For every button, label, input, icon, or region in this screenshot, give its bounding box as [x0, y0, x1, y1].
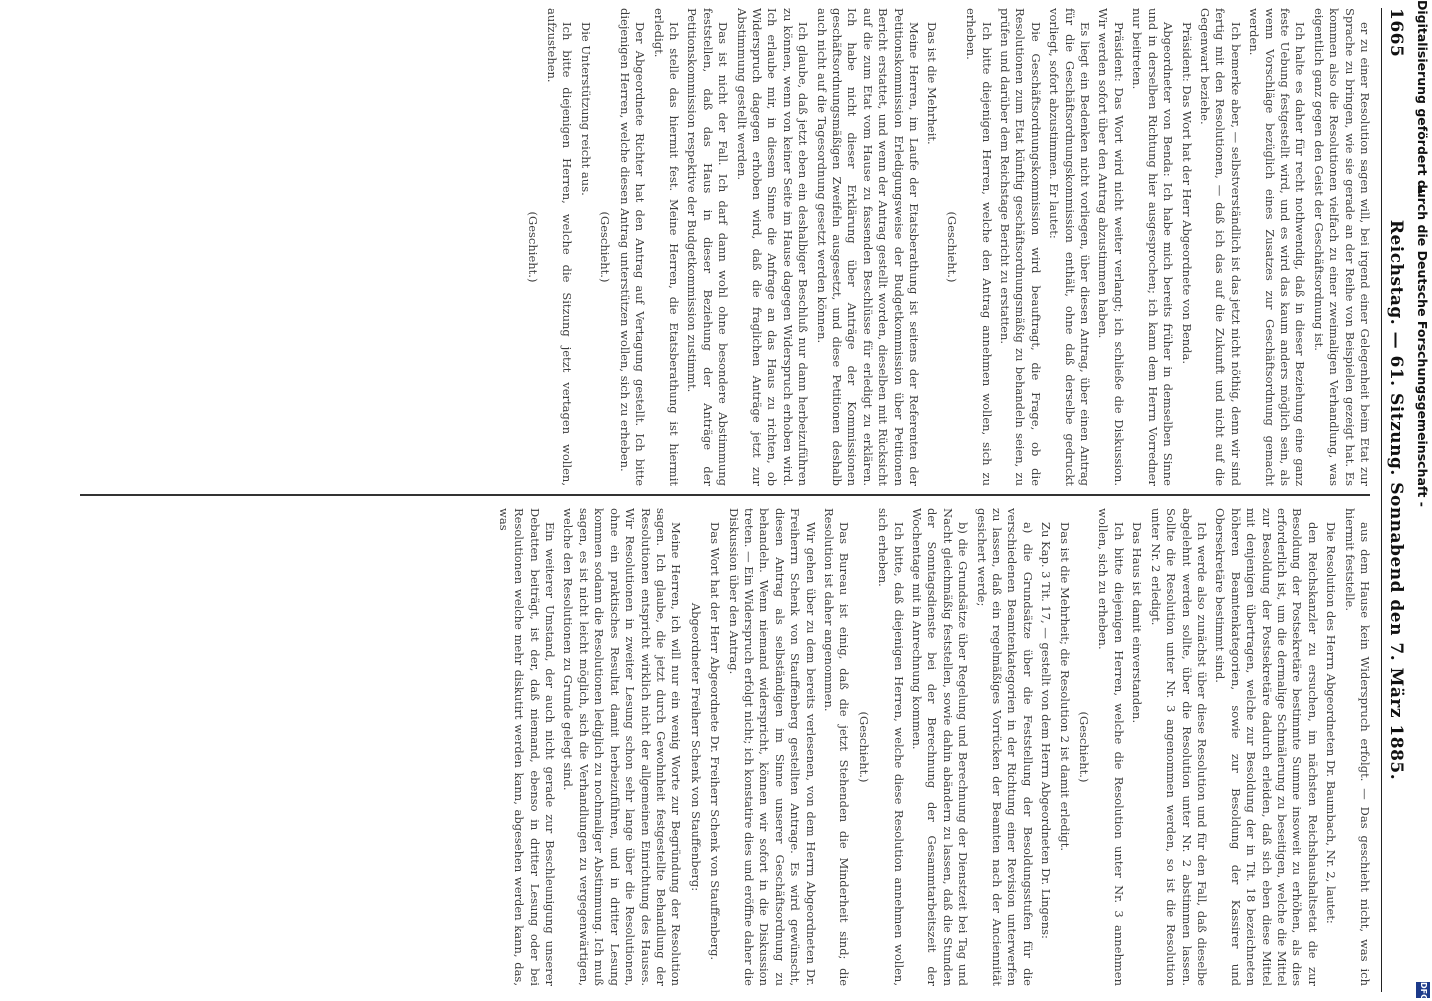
page-header	[1381, 8, 1408, 992]
resolution-item-b: b) die Grundsätze über Regelung und Berechnung der Dienstzeit bei Tag und Nacht gleichmäßig feststellen, sowie dahin abändern zu lassen, daß die Stunden der Sonntagsdienste bei der Berechnung der Gesammtarbeitszeit der Wochentage mit in Anrechnung kommen.	[910, 508, 971, 986]
paragraph: Die Resolution des Herrn Abgeordneten Dr. Baumbach, Nr. 2, lautet:	[1324, 522, 1339, 924]
paragraph: Das ist nicht der Fall. Ich darf dann wohl ohne besondere Abstimmung feststellen, daß das Haus in dieser Beziehung der Anträge der Petitionskommission respektive der Budgetkommission zustimmt.	[685, 8, 731, 486]
paragraph: Ich werde also zunächst über diese Resolution und für den Fall, daß dieselbe abgelehnt werden sollte, über die Resolution unter Nr. 2 abstimmen lassen. Sollte die Resolution unter Nr. 3 angenommen werden, so ist die Resolution unter Nr. 2 erledigt.	[1148, 508, 1209, 986]
paragraph: Ich bitte diejenigen Herren, welche die Sitzung jetzt vertagen wollen, aufzustehen.	[545, 8, 575, 486]
paragraph: Das Haus ist damit einverstanden.	[1130, 522, 1145, 724]
paragraph: Ich stelle das hiermit fest. Meine Herren, die Etatsberathung ist hiermit erledigt.	[651, 8, 681, 486]
paragraph: Ich bitte diejenigen Herren, welche den Antrag annehmen wollen, sich zu erheben.	[964, 8, 994, 486]
left-column	[62, 8, 1372, 486]
stage-direction: (Geschieht.)	[525, 211, 540, 283]
paragraph: Meine Herren, im Laufe der Etatsberathung ist seitens der Referenten der Petitionskommission Erledigungsweise der Budgetkommission über Petitionen Bericht erstattet, und wenn der Antrag gestellt worden, dieselben mit Rücksicht auf die zum Etat vom Hause zu fassenden Beschlüsse für erledigt zu erklären. Ich habe nicht dieser Erklärung über Anträge der Kommissionen geschäftsordnungsmäßigen Zweifeln ausgesetzt, und diese Petitionen deshalb auch nicht auf die Tagesordnung gesetzt werden können.	[814, 8, 922, 486]
resolution-item-a: a) die Grundsätze über die Feststellung der Besoldungsstufen für die verschiedenen Beamtenkategorien in der Richtung einer Revision unterwerfen zu lassen, daß ein regelmäßiges Vorrücken der Beamten nach der Anciennität gesichert werde;	[974, 508, 1035, 986]
paragraph: Präsident: Das Wort wird nicht weiter verlangt; ich schließe die Diskussion. Wir werden sofort über den Antrag abzustimmen haben.	[1096, 8, 1126, 486]
paragraph: Ein weiterer Umstand, der auch nicht gerade zur Beschleunigung unserer Debatten beiträgt, ist der, daß niemand, ebenso in dritter Lesung oder bei Resolutionen welche mehr diskutirt werden kann, abgesehen werden kann, das, was	[496, 508, 558, 986]
page-title: Reichstag. — 61. Sitzung. Sonnabend den 7. März 1885.	[1386, 219, 1406, 781]
page-number: 1665	[1386, 8, 1406, 58]
rotated-scanned-page	[2, 0, 1432, 1000]
paragraph: Ich bitte, daß diejenigen Herren, welche diese Resolution annehmen wollen, sich erheben.	[876, 508, 906, 986]
stage-direction: (Geschieht.)	[1077, 711, 1092, 783]
paragraph: Ich bitte diejenigen Herren, welche die Resolution unter Nr. 3 annehmen wollen, sich zu erheben.	[1096, 508, 1126, 986]
paragraph: er zu einer Resolution sagen will, bei irgend einer Gelegenheit beim Etat zur Sprache zu bringen, wie sie gerade an der Reihe von Beispielen gezeigt hat. Es kommen also die Resolutionen vielfach zu einer zweimaligen Verhandlung, was eigentlich ganz gegen den Geist der Geschäftsordnung ist.	[1311, 8, 1372, 486]
resolution-text: den Reichskanzler zu ersuchen, im nächsten Reichshaushaltsetat die zur Besoldung der Postsekretäre bestimmte Summe insoweit zu erhöhen, als dies erforderlich ist, um die dermalige Schmälerung zu beseitigen, welche die Mittel zur Besoldung der Postsekretäre dadurch erleiden, daß sich eben diese Mittel mit denjenigen übertragen, welche zur Besoldung der in Tit. 18 bezeichneten höheren Beamtenkategorien, sowie zur Besoldung der Kassirer und Obersekretäre bestimmt sind.	[1213, 508, 1320, 986]
right-column	[62, 508, 1372, 986]
paragraph: Wir gehen über zu dem bereits verlesenen, von dem Herrn Abgeordneten Dr. Freiherrn Schenk von Stauffenberg gestellten Antrage. Es wird gewünscht, diesen Antrag als selbständigen im Sinne unserer Geschäftsordnung zu behandeln. Wenn niemand widerspricht, können wir sofort in die Diskussion treten. — Ein Widerspruch erfolgt nicht; ich konstatire dies und eröffne daher die Diskussion über den Antrag.	[726, 508, 818, 986]
paragraph: Der Abgeordnete Richter hat den Antrag auf Vertagung gestellt. Ich bitte diejenigen Herren, welche diesen Antrag unterstützen wollen, sich zu erheben.	[617, 8, 648, 486]
paragraph: Meine Herren, ich will nur ein wenig Worte zur Begründung der Resolution sagen. Ich glaube, die jetzt durch Gewohnheit festgestellte Behandlung der Resolutionen entspricht wirklich nicht der allgemeinen Einrichtung des Hauses. Wir Resolutionen in zweiter Lesung schon sehr lange über die Resolutionen, ohne ein praktisches Resultat damit herbeizuführen, und in dritter Lesung kommen sodann die Resolutionen lediglich zu nochmaliger Abstimmung. Ich muß sagen, es ist nicht leicht möglich, sich die Verhandlungen zu vergegenwärtigen, welche den Resolutionen zu Grunde gelegt sind.	[561, 508, 684, 986]
paragraph: aus dem Hause kein Widerspruch erfolgt. — Das geschieht nicht, was ich hiermit feststelle.	[1342, 508, 1372, 986]
paragraph: Das Bureau ist einig, daß die jetzt Stehenden die Minderheit sind; die Resolution ist daher angenommen.	[822, 508, 852, 986]
paragraph: Ich halte es daher für recht nothwendig, daß in dieser Beziehung eine ganz feste Uebung festgestellt wird, und es wird das kaum anders möglich sein, als wenn Vorschläge bezüglich eines Zusatzes zur Geschäftsordnung gemacht werden.	[1247, 8, 1308, 486]
vote-result: Das ist die Mehrheit.	[925, 22, 940, 145]
paragraph: Abgeordneter von Benda: Ich habe mich bereits früher in demselben Sinne und in derselben Richtung hier ausgesprochen; ich kann dem Herrn Vorredner nur beitreten.	[1130, 8, 1176, 486]
stage-direction: (Geschieht.)	[856, 711, 871, 783]
digitization-credit	[1413, 0, 1431, 1000]
stage-direction: (Geschieht.)	[944, 211, 959, 283]
paragraph: Zu Kap. 3 Tit. 17, — gestellt von dem Herrn Abgeordneten Dr. Lingens:	[1039, 522, 1054, 939]
paragraph: Das ist die Mehrheit; die Resolution 2 ist damit erledigt.	[1057, 522, 1072, 852]
paragraph: Das Wort hat der Herr Abgeordnete Dr. Freiherr Schenk von Stauffenberg.	[708, 522, 723, 961]
dfg-logo: DFG	[1417, 982, 1431, 998]
paragraph: Ich bemerke aber, — selbstverständlich ist das jetzt nicht nöthig, denn wir sind fertig mit den Resolutionen, — daß ich das auf die Zukunft und nicht auf die Gegenwart beziehe.	[1197, 8, 1243, 486]
credit-text: Digitalisierung gefördert durch die Deutsche Forschungsgemeinschaft -	[1415, 0, 1431, 507]
stage-direction: (Geschieht.)	[598, 211, 613, 283]
motion-text: Die Geschäftsordnungskommission wird beauftragt, die Frage, ob die Resolutionen zum Etat künftig geschäftsordnungsmäßig zu behandeln seien, zu prüfen und darüber dem Reichstage Bericht zu erstatten.	[998, 8, 1043, 486]
president-statement: Präsident: Das Wort hat der Herr Abgeordnete von Benda.	[1179, 22, 1194, 365]
speaker-heading: Abgeordneter Freiherr Schenk von Stauffenberg:	[688, 602, 703, 892]
paragraph: Ich glaube, daß jetzt eben ein deshalbiger Beschluß nur dann herbeizuführen zu können, wenn von keiner Seite im Hause dagegen Widerspruch erhoben wird. Ich erlaube mir, in diesem Sinne die Anfrage an das Haus zu richten, ob Widerspruch dagegen erhoben wird, daß die fraglichen Anträge jetzt zur Abstimmung gestellt werden.	[734, 8, 811, 486]
column-divider	[80, 494, 1370, 496]
paragraph: Es liegt ein Bedenken nicht vorliegen, über diesen Antrag, über einen Antrag für die Geschäftsordnungskommission enthält, ohne daß derselbe gedruckt vorliegt, sofort abzustimmen. Er lautet:	[1047, 8, 1093, 486]
paragraph: Die Unterstützung reicht aus.	[578, 22, 593, 196]
